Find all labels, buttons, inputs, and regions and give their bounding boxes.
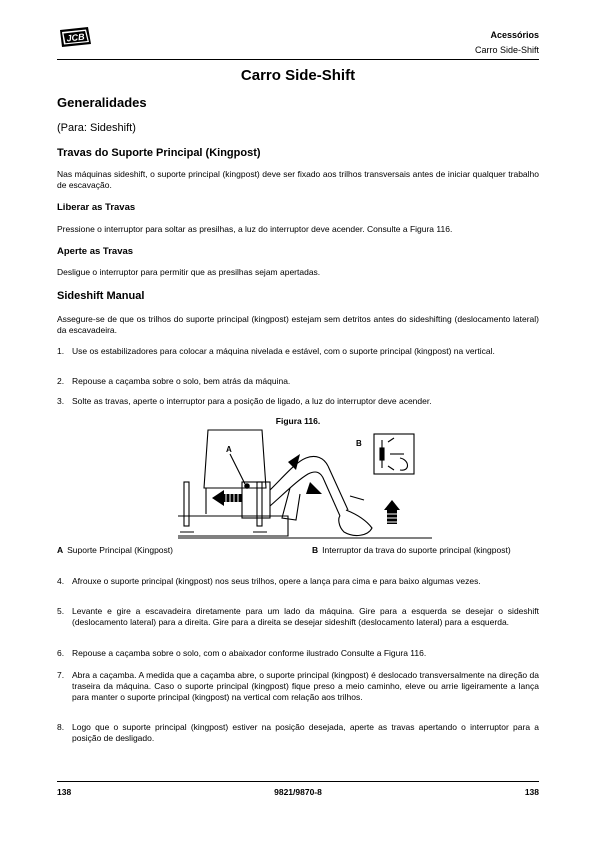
list-item-number: 8.: [57, 722, 65, 732]
footer-doc-number: 9821/9870-8: [274, 787, 322, 797]
logo-text: JCB: [66, 31, 86, 44]
list-item-number: 1.: [57, 346, 65, 356]
header-rule: [57, 59, 539, 60]
heading-generalidades: Generalidades: [57, 95, 147, 110]
list-item: [57, 396, 539, 407]
list-item-text: Abra a caçamba. A medida que a caçamba abre, o suporte principal (kingpost) é deslocado transversalmente na direção da traseira da máquina. Caso o suporte principal (kingpost) fique preso a meio caminho, eleve ou arrie ligeiramente a lança para manter o suporte principal (kingpost) na vertical com relação aos trilhos.: [72, 670, 539, 702]
backhoe-kingpost-illustration: [178, 424, 434, 542]
list-item-number: 6.: [57, 648, 65, 658]
paragraph-travas: Nas máquinas sideshift, o suporte principal (kingpost) deve ser fixado aos trilhos transversais antes de iniciar qualquer trabalho de escavação.: [57, 169, 539, 190]
list-item-number: 5.: [57, 606, 65, 616]
caption-text: Suporte Principal (Kingpost): [67, 545, 173, 555]
footer-rule: [57, 781, 539, 782]
heading-travas: Travas do Suporte Principal (Kingpost): [57, 147, 261, 159]
paragraph-liberar: Pressione o interruptor para soltar as presilhas, a luz do interruptor deve acender. Consulte a Figura 116.: [57, 224, 453, 234]
list-item: [57, 376, 539, 387]
list-item-number: 7.: [57, 670, 65, 680]
list-item: [57, 576, 539, 587]
list-item-number: 3.: [57, 396, 65, 406]
list-item: [57, 670, 539, 703]
page-title: Carro Side-Shift: [240, 67, 356, 84]
list-item-text: Logo que o suporte principal (kingpost) estiver na posição desejada, aperte as travas apertando o interruptor para a posição de desligado.: [72, 722, 539, 743]
figure-label-a: A: [226, 445, 232, 454]
list-item-text: Solte as travas, aperte o interruptor para a posição de ligado, a luz do interruptor deve acender.: [72, 396, 432, 406]
paragraph-apertar: Desligue o interruptor para permitir que as presilhas sejam apertadas.: [57, 267, 321, 277]
heading-manual: Sideshift Manual: [57, 290, 145, 302]
jcb-logo: [58, 26, 92, 48]
list-item-number: 2.: [57, 376, 65, 386]
list-item: [57, 346, 539, 357]
caption-text: Interruptor da trava do suporte principal (kingpost): [322, 545, 511, 555]
figure-label-b: B: [356, 439, 362, 448]
caption-a: [57, 545, 297, 556]
footer-page-left: 138: [57, 787, 72, 797]
figure-title: Figura 116.: [275, 416, 321, 426]
heading-liberar: Liberar as Travas: [57, 202, 136, 213]
lead-text: (Para: Sideshift): [57, 122, 136, 134]
heading-apertar: Aperte as Travas: [57, 246, 134, 257]
list-item-number: 4.: [57, 576, 65, 586]
header-subsection: Carro Side-Shift: [474, 45, 539, 55]
caption-key: A: [57, 545, 64, 555]
list-item: [57, 606, 539, 628]
list-item-text: Repouse a caçamba sobre o solo, bem atrás da máquina.: [72, 376, 291, 386]
list-item: [57, 648, 539, 659]
paragraph-manual: Assegure-se de que os trilhos do suporte principal (kingpost) estejam sem detritos antes do sideshifting (deslocamento lateral) da escavadeira.: [57, 314, 539, 335]
list-item-text: Afrouxe o suporte principal (kingpost) nos seus trilhos, opere a lança para cima e para baixo algumas vezes.: [72, 576, 481, 586]
footer-page-right: 138: [524, 787, 539, 797]
list-item-text: Levante e gire a escavadeira diretamente para um lado da máquina. Gire para a esquerda se desejar o sideshift (deslocamento lateral) para a direita. Gire para a direita se desejar sideshift (deslocamento lateral) para a esquerda.: [72, 606, 539, 627]
caption-key: B: [312, 545, 319, 555]
list-item: [57, 722, 539, 744]
caption-b: [312, 545, 522, 556]
list-item-text: Repouse a caçamba sobre o solo, com o abaixador conforme ilustrado Consulte a Figura 116.: [72, 648, 427, 658]
header-section: Acessórios: [490, 30, 539, 40]
list-item-text: Use os estabilizadores para colocar a máquina nivelada e estável, com o suporte principal (kingpost) na vertical.: [72, 346, 495, 356]
